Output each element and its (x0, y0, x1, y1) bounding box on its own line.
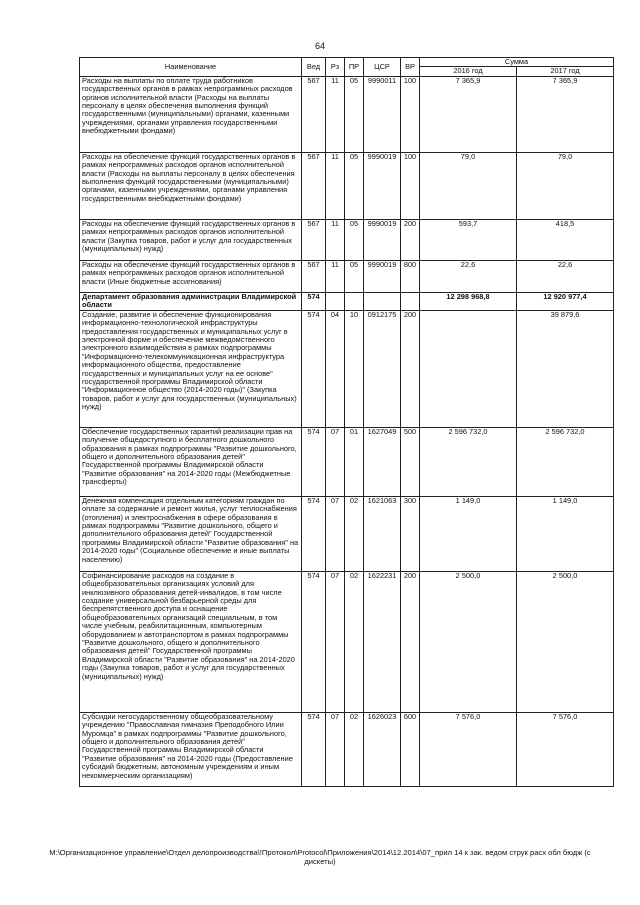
row-ved: 574 (302, 292, 326, 310)
row-rz: 11 (326, 152, 345, 219)
table-row (80, 712, 614, 786)
row-vr: 800 (401, 260, 420, 292)
table-row (80, 427, 614, 496)
header-pr: ПР (345, 58, 364, 77)
row-csr: 1622231 (364, 571, 401, 712)
row-name: Софинансирование расходов на создание в общеобразовательных организациях условий для инклюзивного образования детей-инвалидов, в том числе создание универсальной безбарьерной среды для беспрепятственного доступа и оснащение общеобразовательных организаций специальным, в том числе учебным, реабилитационным, компьютерным оборудованием и автотранспортом в рамках подпрограммы "Развитие дошкольного, общего и дополнительного образования детей" Государственной программы Владимирской области "Развитие образования" на 2014-2020 годы (Закупка товаров, работ и услуг для государственных (муниципальных) нужд) (80, 571, 302, 712)
row-pr: 10 (345, 310, 364, 427)
row-csr: 9990019 (364, 260, 401, 292)
row-sum-2017: 12 920 977,4 (517, 292, 614, 310)
row-rz: 04 (326, 310, 345, 427)
budget-table (79, 57, 614, 787)
row-csr: 9990019 (364, 219, 401, 260)
row-ved: 567 (302, 260, 326, 292)
row-pr (345, 292, 364, 310)
row-name: Расходы на обеспечение функций государственных органов в рамках непрограммных расходов органов исполнительной власти (Закупка товаров, работ и услуг для государственных (муниципальных) нужд) (80, 219, 302, 260)
row-name: Расходы на обеспечение функций государственных органов в рамках непрограммных расходов органов исполнительной власти (Расходы на выплаты персоналу в целях обеспечения выполнения функций государственными (муниципальными) органами, казенными учреждениями, органами управления государственными внебюджетными фондами) (80, 152, 302, 219)
row-vr: 100 (401, 76, 420, 152)
row-name: Денежная компенсация отдельным категориям граждан по оплате за содержание и ремонт жилья, услуг теплоснабжения (отопления) и электроснабжения в сфере образования в рамках подпрограммы "Развитие дошкольного, общего и дополнительного образования детей" Государственной программы Владимирской области "Развитие образования" на 2014-2020 годы" (Социальное обеспечение и иные выплаты населению) (80, 496, 302, 571)
row-pr: 01 (345, 427, 364, 496)
header-sum: Сумма (420, 58, 614, 67)
row-sum-2017: 1 149,0 (517, 496, 614, 571)
row-rz: 07 (326, 571, 345, 712)
row-csr: 0912175 (364, 310, 401, 427)
table-row (80, 571, 614, 712)
row-vr: 300 (401, 496, 420, 571)
row-pr: 02 (345, 496, 364, 571)
table-row (80, 219, 614, 260)
row-ved: 574 (302, 712, 326, 786)
row-name: Расходы на выплаты по оплате труда работников государственных органов в рамках непрограммных расходов органов исполнительной власти (Расходы на выплаты персоналу в целях обеспечения выполнения функций государственными (муниципальными) органами, казенными учреждениями, органами управления государственными внебюджетными фондами) (80, 76, 302, 152)
page-number: 64 (314, 41, 325, 51)
row-name: Расходы на обеспечение функций государственных органов в рамках непрограммных расходов органов исполнительной власти (Иные бюджетные ассигнования) (80, 260, 302, 292)
row-sum-2016: 79,0 (420, 152, 517, 219)
row-pr: 05 (345, 260, 364, 292)
row-csr: 9990011 (364, 76, 401, 152)
row-pr: 02 (345, 712, 364, 786)
row-vr: 200 (401, 571, 420, 712)
row-sum-2017: 2 500,0 (517, 571, 614, 712)
row-pr: 05 (345, 76, 364, 152)
row-vr: 200 (401, 219, 420, 260)
row-sum-2016: 7 365,9 (420, 76, 517, 152)
row-ved: 574 (302, 310, 326, 427)
row-ved: 567 (302, 152, 326, 219)
row-pr: 05 (345, 152, 364, 219)
row-csr: 1626023 (364, 712, 401, 786)
row-sum-2017: 79,0 (517, 152, 614, 219)
row-sum-2016: 2 500,0 (420, 571, 517, 712)
row-sum-2017: 39 879,6 (517, 310, 614, 427)
row-name: Обеспечение государственных гарантий реализации прав на получение общедоступного и бесплатного дошкольного образования в рамках подпрограммы "Развитие дошкольного, общего и дополнительного образования детей" Государственной программы Владимирской области "Развитие образования" на 2014-2020 годы (Межбюджетные трансферты) (80, 427, 302, 496)
row-sum-2017: 7 576,0 (517, 712, 614, 786)
header-2016: 2016 год (420, 67, 517, 76)
table-row (80, 76, 614, 152)
row-rz: 07 (326, 427, 345, 496)
row-name: Субсидии негосударственному общеобразовательному учреждению "Православная гимназия Преподобного Илии Муромца" в рамках подпрограммы "Развитие дошкольного, общего и дополнительного образования детей" Государственной программы Владимирской области "Развитие образования" на 2014-2020 годы (Предоставление субсидий бюджетным, автономным учреждениям и иным некоммерческим организациям) (80, 712, 302, 786)
row-pr: 05 (345, 219, 364, 260)
row-sum-2017: 2 596 732,0 (517, 427, 614, 496)
row-sum-2016: 593,7 (420, 219, 517, 260)
row-csr (364, 292, 401, 310)
table-row (80, 260, 614, 292)
row-rz: 07 (326, 496, 345, 571)
row-vr: 200 (401, 310, 420, 427)
row-ved: 567 (302, 219, 326, 260)
row-sum-2016 (420, 310, 517, 427)
table-row (80, 310, 614, 427)
row-ved: 574 (302, 427, 326, 496)
row-rz: 11 (326, 76, 345, 152)
row-rz: 07 (326, 712, 345, 786)
row-ved: 574 (302, 571, 326, 712)
row-vr: 100 (401, 152, 420, 219)
row-vr: 600 (401, 712, 420, 786)
header-vr: ВР (401, 58, 420, 77)
row-sum-2016: 1 149,0 (420, 496, 517, 571)
file-path-footer: M:\Организационное управление\Отдел делопроизводства\!Протокол\Protocol\Приложения\2014\12.2014\07_прил 14 к зак. ведом струк расх обл бюдж (с дискеты) (49, 848, 591, 866)
row-sum-2016: 12 298 968,8 (420, 292, 517, 310)
row-sum-2016: 7 576,0 (420, 712, 517, 786)
header-2017: 2017 год (517, 67, 614, 76)
row-name: Создание, развитие и обеспечение функционирования информационно-технологической инфраструктуры предоставления государственных и муниципальных услуг в электронной форме и обеспечение межведомственного электронного взаимодействия в рамках подпрограммы "Информационно-телекоммуникационная инфраструктура информационного общества, предоставление государственных и муниципальных услуг на ее основе" государственной программы Владимирской области "Информационное общество (2014-2020 годы)" (Закупка товаров, работ и услуг для государственных (муниципальных) нужд) (80, 310, 302, 427)
row-rz: 11 (326, 219, 345, 260)
row-ved: 567 (302, 76, 326, 152)
row-vr: 500 (401, 427, 420, 496)
row-rz: 11 (326, 260, 345, 292)
row-rz (326, 292, 345, 310)
row-csr: 1621063 (364, 496, 401, 571)
row-csr: 1627049 (364, 427, 401, 496)
header-rz: Рз (326, 58, 345, 77)
row-vr (401, 292, 420, 310)
row-csr: 9990019 (364, 152, 401, 219)
row-pr: 02 (345, 571, 364, 712)
table-body (80, 76, 614, 786)
table-row (80, 496, 614, 571)
table-row (80, 152, 614, 219)
row-name: Департамент образования администрации Владимирской области (80, 292, 302, 310)
table-row (80, 292, 614, 310)
header-ved: Вед (302, 58, 326, 77)
row-sum-2016: 22,6 (420, 260, 517, 292)
header-name: Наименование (80, 58, 302, 77)
row-sum-2016: 2 596 732,0 (420, 427, 517, 496)
header-csr: ЦСР (364, 58, 401, 77)
row-ved: 574 (302, 496, 326, 571)
row-sum-2017: 418,5 (517, 219, 614, 260)
row-sum-2017: 22,6 (517, 260, 614, 292)
row-sum-2017: 7 365,9 (517, 76, 614, 152)
